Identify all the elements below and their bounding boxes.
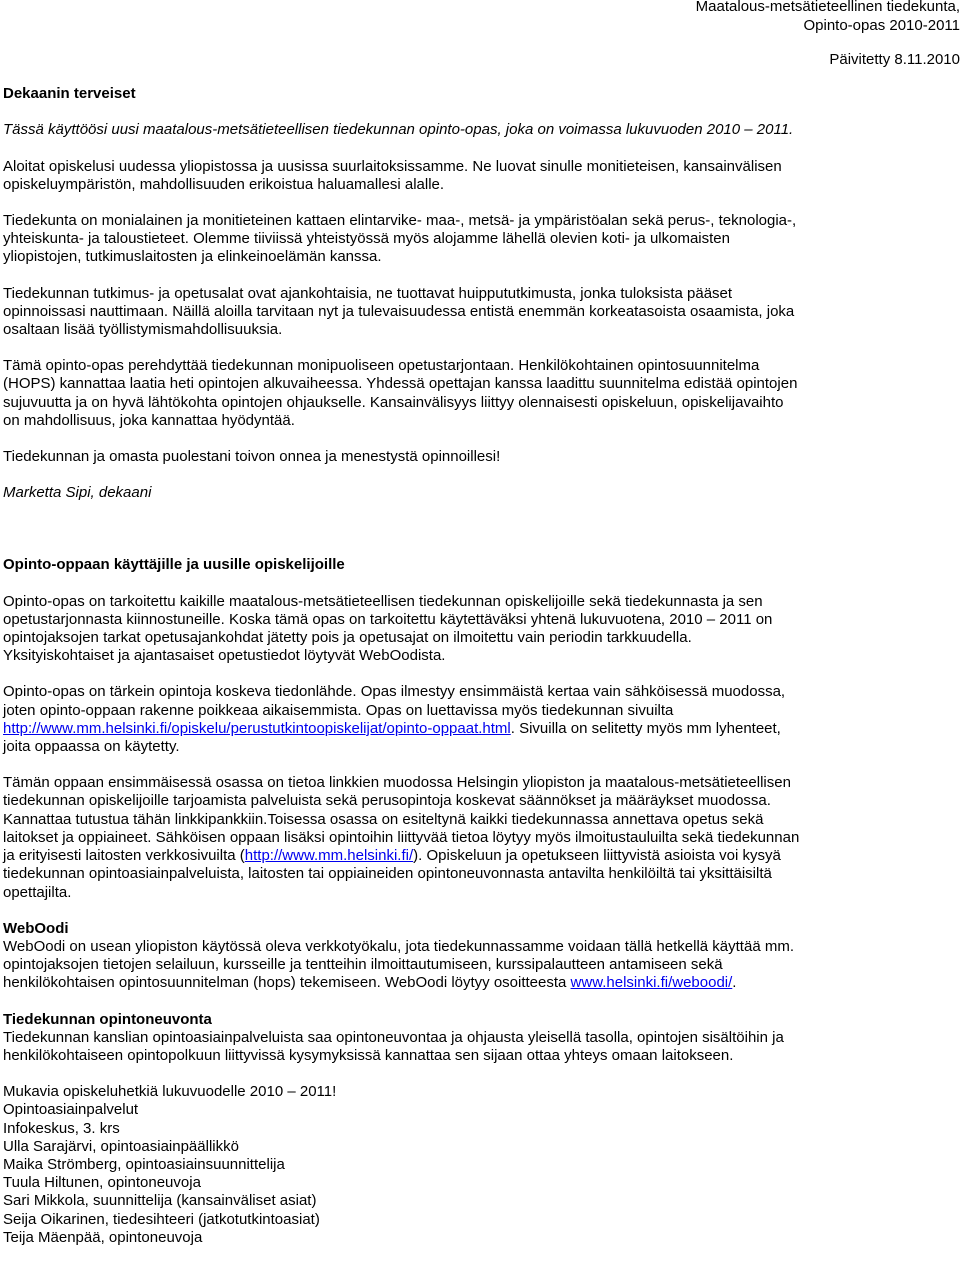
text-line: on mahdollisuus, joka kannattaa hyödyntää. [3,411,295,429]
greeting-intro: Tässä käyttöösi uusi maatalous-metsätieteellisen tiedekunnan opinto-opas, joka on voimassa lukuvuoden 2010 – 2011. [3,121,794,139]
text-line: Tämän oppaan ensimmäisessä osassa on tietoa linkkien muodossa Helsingin yliopiston ja maatalous-metsätieteellisen [3,774,791,792]
text-line: Kannattaa tutustua tähän linkkipankkiin.Toisessa osassa on esiteltynä kaikki tiedekunnassa annettava opetus sekä [3,810,764,828]
text-line: tiedekunnan opiskelijoille tarjoamista palveluista sekä perusopintoja koskevat säännökset ja määräykset muodossa. [3,792,771,810]
section-heading: Dekaanin terveiset [3,85,136,103]
dean-signature: Marketta Sipi, dekaani [3,484,152,502]
contact-line: Maika Strömberg, opintoasiainsuunnittelija [3,1155,285,1173]
contacts-section [3,1083,953,1247]
dean-greeting-section [3,85,953,502]
paragraph [3,683,953,756]
updated-date: Päivitetty 8.11.2010 [829,51,960,68]
section-heading: WebOodi [3,919,69,937]
contact-line: Seija Oikarinen, tiedesihteeri (jatkotutkintoasiat) [3,1210,320,1228]
section-heading: Tiedekunnan opintoneuvonta [3,1010,212,1028]
paragraph [3,285,953,340]
paragraph [3,357,953,430]
text-line: opinnoissasi nauttimaan. Näillä aloilla tarvitaan nyt ja tulevaisuudessa entistä enemmän korkeatasoista osaamista, joka [3,302,795,320]
text-line: WebOodi on usean yliopiston käytössä oleva verkkotyökalu, jota tiedekunnassamme voidaan tällä hetkellä käyttää mm. [3,937,794,955]
text-line: . Sivuilla on selitetty myös mm lyhenteet, [510,719,781,737]
contact-line: Infokeskus, 3. krs [3,1119,120,1137]
weboodi-section [3,920,953,993]
contact-line: Opintoasiainpalvelut [3,1101,139,1119]
document-page [3,0,960,1247]
text-line: ja erityisesti laitosten verkkosivuilta ( [3,847,245,865]
document-header [3,0,960,35]
text-line: yhteiskunta- ja taloustieteet. Olemme tiiviissä yhteistyössä myös alojamme lähellä olevien koti- ja ulkomaisten [3,230,730,248]
text-line: Tiedekunnan tutkimus- ja opetusalat ovat ajankohtaisia, ne tuottavat huippututkimusta, jonka tuloksista pääset [3,284,733,302]
paragraph [3,1029,953,1065]
paragraph [3,158,953,194]
weboodi-link[interactable]: www.helsinki.fi/weboodi/ [570,974,733,992]
text-line: yliopistojen, tutkimuslaitosten ja elinkeinoelämän kanssa. [3,248,382,266]
text-line: (HOPS) kannattaa laatia heti opintojen alkuvaiheessa. Yhdessä opettajan kanssa laadittu suunnitelma edistää opintojen [3,375,798,393]
contact-line: Tuula Hiltunen, opintoneuvoja [3,1174,201,1192]
paragraph: Tiedekunnan ja omasta puolestani toivon onnea ja menestystä opinnoillesi! [3,448,501,466]
text-line: opintojaksojen tietojen selailuun, kursseille ja tentteihin ilmoittautumiseen, kurssipalautteen antamiseen sekä [3,956,723,974]
section-heading: Opinto-oppaan käyttäjille ja uusille opiskelijoille [3,556,345,574]
guide-pages-link[interactable]: http://www.mm.helsinki.fi/opiskelu/perustutkintoopiskelijat/opinto-oppaat.html [3,719,511,737]
counseling-section [3,1011,953,1066]
faculty-site-link[interactable]: http://www.mm.helsinki.fi/ [244,847,414,865]
text-line: opettajilta. [3,883,72,901]
text-line: . [732,974,737,992]
text-line: opetustarjonnasta kiinnostuneille. Koska tämä opas on tarkoitettu käytettäväksi yhtenä lukuvuotena, 2010 – 2011 on [3,610,773,628]
text-line: opintojaksojen tarkat opetusajankohdat jätetty pois ja opetusajat on ilmoitettu vain periodin tarkkuudella. [3,629,692,647]
text-line: opiskeluympäristön, mahdollisuuden erikoistua haluamallesi alalle. [3,175,445,193]
paragraph [3,774,953,901]
contact-line: Ulla Sarajärvi, opintoasiainpäällikkö [3,1137,239,1155]
text-line: joten opinto-oppaan rakenne poikkeaa aikaisemmista. Opas on luettavissa myös tiedekunnan sivuilta [3,701,674,719]
text-line: sujuvuutta ja on hyvä lähtökohta opintojen ohjaukselle. Kansainvälisyys liittyy olennaisesti opiskeluun, opiskelijavaihto [3,393,784,411]
text-line: Tämä opinto-opas perehdyttää tiedekunnan monipuoliseen opetustarjontaan. Henkilökohtainen opintosuunnitelma [3,357,760,375]
contact-line: Mukavia opiskeluhetkiä lukuvuodelle 2010 – 2011! [3,1083,337,1101]
paragraph [3,593,953,666]
contact-line: Sari Mikkola, suunnittelija (kansainväliset asiat) [3,1192,317,1210]
text-line: Tiedekunta on monialainen ja monitieteinen kattaen elintarvike- maa-, metsä- ja ympäristöalan sekä perus-, teknologia-, [3,212,797,230]
guide-title: Opinto-opas 2010-2011 [803,16,960,34]
paragraph [3,938,953,993]
text-line: Opinto-opas on tarkoitettu kaikille maatalous-metsätieteellisen tiedekunnan opiskelijoille sekä tiedekunnasta ja sen [3,592,763,610]
text-line: Opinto-opas on tärkein opintoja koskeva tiedonlähde. Opas ilmestyy ensimmäistä kertaa vain sähköisessä muodossa, [3,683,786,701]
text-line: henkilökohtaiseen opintopolkuun liittyvissä kysymyksissä kannattaa sen sijaan ottaa yhteys omaan laitokseen. [3,1046,734,1064]
text-line: laitokset ja oppiaineet. Sähköisen oppaan lisäksi opintoihin liittyvää tietoa löytyy myös ilmoitustauluilta sekä tiedekunnan [3,828,800,846]
text-line: tiedekunnan opintoasiainpalveluista, laitosten tai oppiaineiden opintoneuvonnasta antavilta henkilöiltä tai yksittäisiltä [3,865,772,883]
text-line: Aloitat opiskelusi uudessa yliopistossa ja uusissa suurlaitoksissamme. Ne luovat sinulle monitieteisen, kansainvälisen [3,157,782,175]
guide-users-section [3,556,953,901]
text-line: ). Opiskeluun ja opetukseen liittyvistä asioista voi kysyä [413,847,781,865]
faculty-title: Maatalous-metsätieteellinen tiedekunta, [695,0,960,15]
contact-line: Teija Mäenpää, opintoneuvoja [3,1228,203,1246]
paragraph [3,212,953,267]
text-line: Tiedekunnan kanslian opintoasiainpalveluista saa opintoneuvontaa ja ohjausta yleisellä tasolla, opintojen sisältöihin ja [3,1028,784,1046]
text-line: henkilökohtaisen opintosuunnitelman (hops) tekemiseen. WebOodi löytyy osoitteesta [3,974,571,992]
text-line: osaltaan lisää työllistymismahdollisuuksia. [3,321,283,339]
text-line: Yksityiskohtaiset ja ajantasaiset opetustiedot löytyvät WebOodista. [3,647,446,665]
text-line: joita oppaassa on käytetty. [3,738,180,756]
